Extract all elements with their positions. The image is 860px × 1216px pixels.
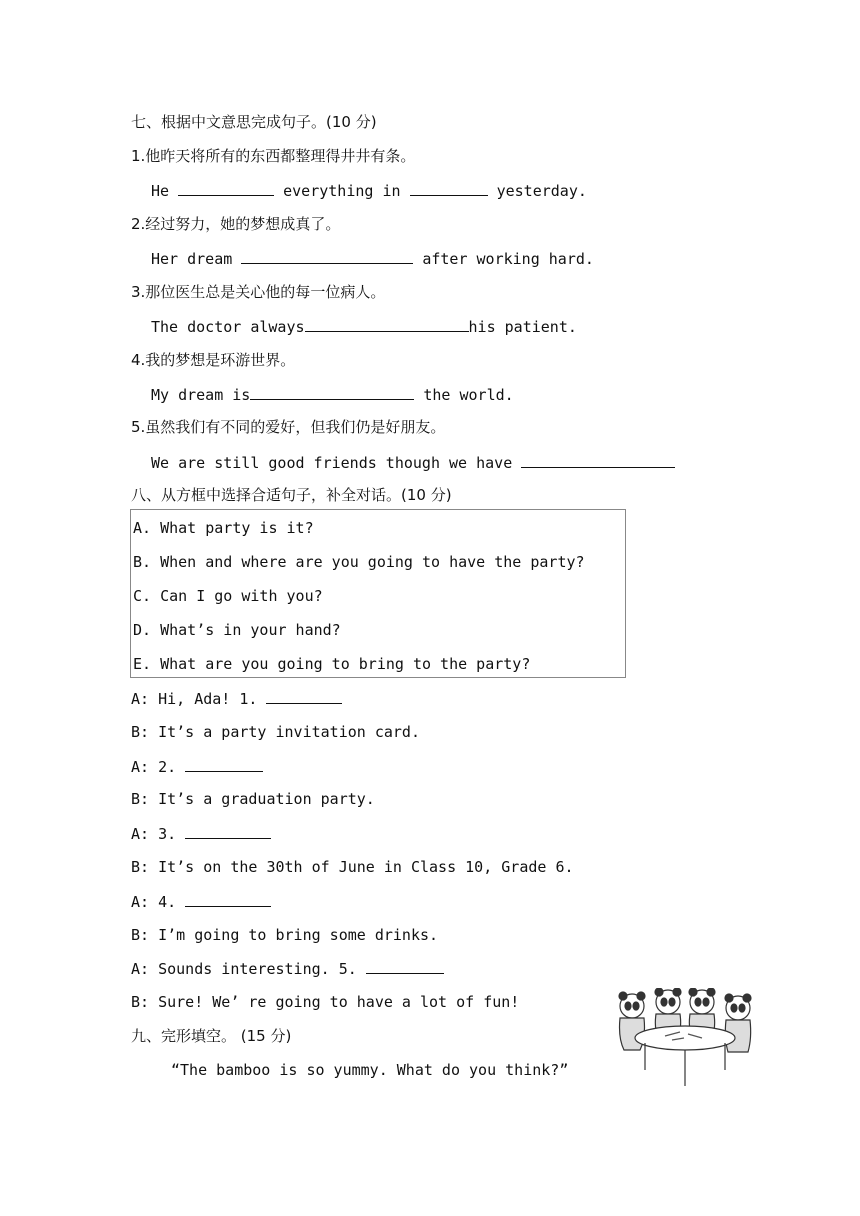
section7-title: 七、根据中文意思完成句子。(10 分): [131, 113, 377, 131]
dialogue-blank-5[interactable]: [366, 958, 444, 974]
dialogue-text-3: A: 2.: [131, 758, 177, 776]
q3-text-a: The doctor always: [151, 318, 305, 336]
q2-chinese: 2.经过努力，她的梦想成真了。: [131, 215, 341, 233]
q3-text-b: his patient.: [468, 318, 577, 336]
q1-blank-1[interactable]: [178, 180, 274, 196]
dialogue-line-3: [131, 756, 263, 777]
option-d: D. What’s in your hand?: [133, 621, 341, 639]
q3-chinese: 3.那位医生总是关心他的每一位病人。: [131, 283, 386, 301]
option-b: B. When and where are you going to have the party?: [133, 553, 585, 571]
pandas-at-table-icon: [610, 988, 760, 1088]
q4-text-b: the world.: [423, 386, 514, 404]
dialogue-line-9: [131, 958, 444, 979]
dialogue-text-1: A: Hi, Ada! 1.: [131, 690, 258, 708]
cloze-first-line: “The bamboo is so yummy. What do you think?”: [171, 1061, 569, 1079]
option-c: C. Can I go with you?: [133, 587, 323, 605]
dialogue-line-10: B: Sure! We’ re going to have a lot of fun!: [131, 993, 520, 1011]
dialogue-line-1: [131, 688, 342, 709]
q4-english: [151, 384, 514, 405]
q4-blank[interactable]: [250, 384, 414, 400]
dialogue-line-2: B: It’s a party invitation card.: [131, 723, 420, 741]
q2-blank[interactable]: [241, 248, 413, 264]
q1-text-b: everything in: [283, 182, 401, 200]
dialogue-blank-4[interactable]: [185, 891, 271, 907]
dialogue-line-8: B: I’m going to bring some drinks.: [131, 926, 439, 944]
option-a: A. What party is it?: [133, 519, 314, 537]
q4-text-a: My dream is: [151, 386, 251, 404]
option-e: E. What are you going to bring to the party?: [133, 655, 531, 673]
q5-chinese: 5.虽然我们有不同的爱好，但我们仍是好朋友。: [131, 418, 446, 436]
dialogue-line-5: [131, 823, 271, 844]
options-box: [130, 509, 626, 678]
q2-text-b: after working hard.: [422, 250, 594, 268]
q1-text-a: He: [151, 182, 170, 200]
q1-chinese: 1.他昨天将所有的东西都整理得井井有条。: [131, 147, 416, 165]
dialogue-blank-1[interactable]: [266, 688, 342, 704]
section8-title: 八、从方框中选择合适句子，补全对话。(10 分): [131, 486, 452, 504]
q3-english: [151, 316, 577, 337]
q2-text-a: Her dream: [151, 250, 233, 268]
q1-text-c: yesterday.: [496, 182, 587, 200]
dialogue-line-6: B: It’s on the 30th of June in Class 10, Grade 6.: [131, 858, 574, 876]
dialogue-text-5: A: 3.: [131, 825, 177, 843]
dialogue-line-4: B: It’s a graduation party.: [131, 790, 375, 808]
q2-english: [151, 248, 594, 269]
dialogue-text-9: A: Sounds interesting. 5.: [131, 960, 357, 978]
dialogue-blank-2[interactable]: [185, 756, 263, 772]
q1-english: [151, 180, 587, 201]
section9-title: 九、完形填空。 (15 分): [131, 1027, 292, 1045]
dialogue-blank-3[interactable]: [185, 823, 271, 839]
q3-blank[interactable]: [305, 316, 469, 332]
q4-chinese: 4.我的梦想是环游世界。: [131, 351, 296, 369]
dialogue-line-7: [131, 891, 271, 912]
dialogue-text-7: A: 4.: [131, 893, 177, 911]
q1-blank-2[interactable]: [410, 180, 488, 196]
q5-text-a: We are still good friends though we have: [151, 454, 513, 472]
q5-english: [151, 452, 675, 473]
q5-blank[interactable]: [521, 452, 675, 468]
